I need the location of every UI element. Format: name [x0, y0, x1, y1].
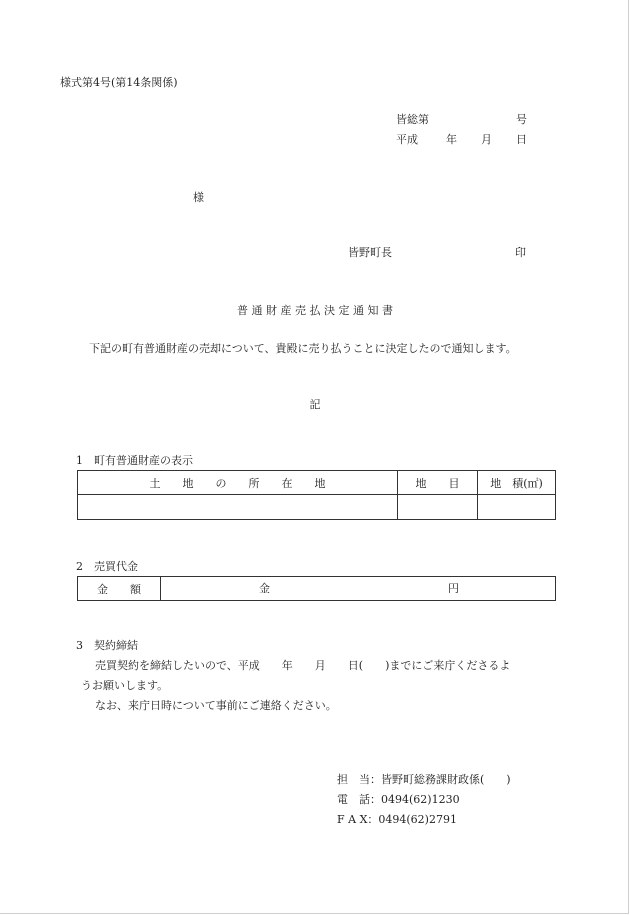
doc-date-year: 年 — [446, 133, 457, 146]
price-prefix: 金 — [259, 582, 270, 595]
contact-person: 担 当：皆野町総務課財政係( ) — [337, 773, 511, 786]
recipient-honorific: 様 — [193, 191, 204, 204]
doc-number-prefix: 皆総第 — [396, 113, 429, 126]
property-table-header — [78, 471, 556, 495]
table-row — [78, 577, 556, 601]
contact-fax: F A X：0494(62)2791 — [337, 813, 457, 826]
cell-area — [478, 495, 556, 520]
price-label: 金 額 — [78, 577, 161, 601]
doc-date-era: 平成 — [396, 133, 418, 146]
ki-heading: 記 — [309, 398, 321, 411]
doc-date-day: 日 — [516, 133, 527, 146]
document-title: 普 通 財 産 売 払 決 定 通 知 書 — [237, 304, 393, 317]
col-area: 地 積(㎡) — [478, 471, 556, 495]
price-table — [77, 576, 556, 601]
section3-line1: 売買契約を締結したいので、平成 年 月 日( )までにご来庁くださるよ — [95, 659, 511, 672]
issuer-seal: 印 — [515, 246, 526, 259]
doc-number-suffix: 号 — [516, 113, 527, 126]
property-table — [77, 470, 556, 520]
section3-heading: 3 契約締結 — [76, 639, 138, 652]
form-number: 様式第4号(第14条関係) — [60, 76, 178, 89]
issuer-name: 皆野町長 — [348, 246, 392, 259]
section3-line2: うお願いします。 — [81, 679, 169, 692]
col-location: 土 地 の 所 在 地 — [78, 471, 398, 495]
contact-phone: 電 話：0494(62)1230 — [337, 793, 460, 806]
cell-land-category — [398, 495, 478, 520]
section2-heading: 2 売買代金 — [76, 560, 138, 573]
table-row — [78, 495, 556, 520]
intro-text: 下記の町有普通財産の売却について、貴殿に売り払うことに決定したので通知します。 — [89, 342, 517, 355]
doc-date-month: 月 — [481, 133, 492, 146]
price-value-cell — [161, 577, 556, 601]
cell-location — [78, 495, 398, 520]
col-land-category: 地 目 — [398, 471, 478, 495]
price-suffix: 円 — [448, 582, 459, 595]
section1-heading: 1 町有普通財産の表示 — [76, 454, 193, 467]
section3-line3: なお、来庁日時について事前にご連絡ください。 — [95, 699, 337, 712]
